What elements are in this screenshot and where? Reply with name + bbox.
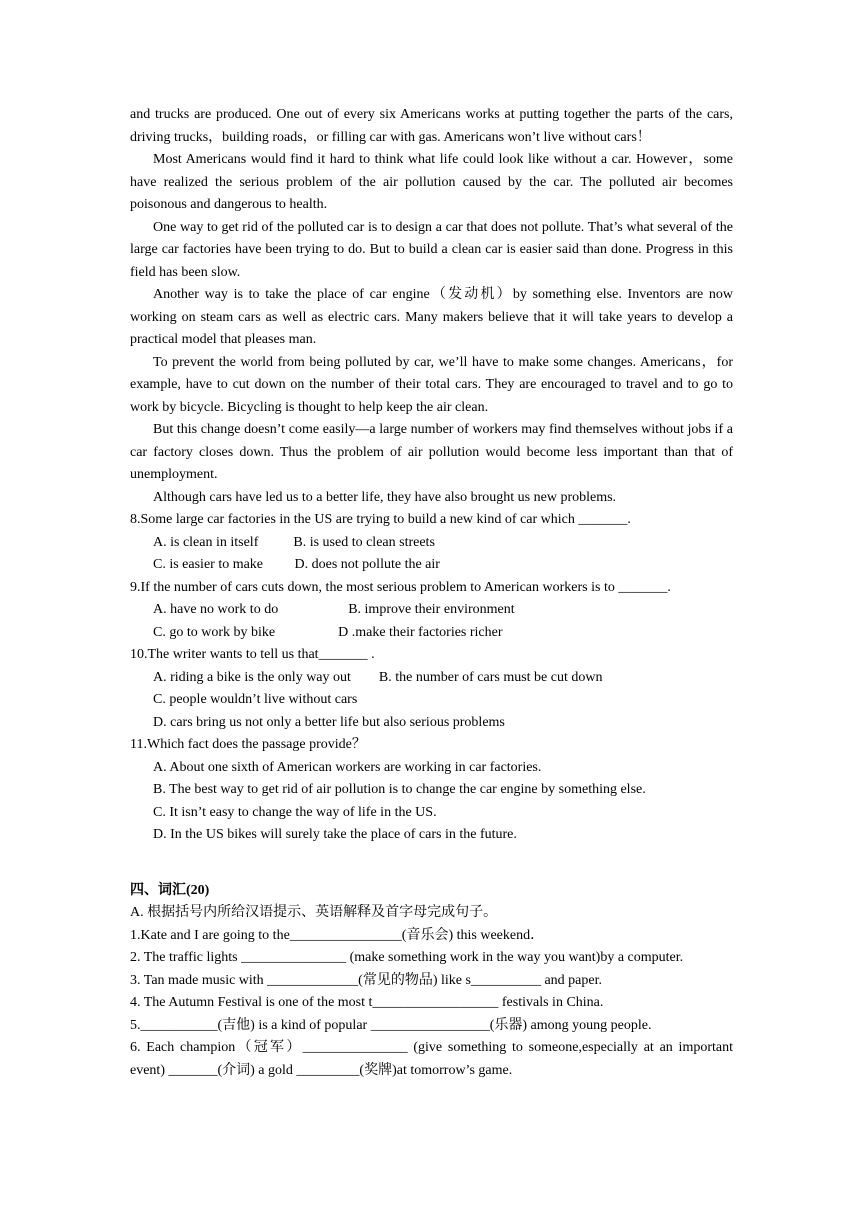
passage-paragraph: But this change doesn’t come easily—a large number of workers may find themselves without jobs if a car factory closes down. Thus the problem of air pollution would become less important than that of unemployment.	[130, 422, 733, 482]
question-stem: 9.If the number of cars cuts down, the most serious problem to American workers is to _______.	[130, 579, 671, 595]
passage-paragraph: Although cars have led us to a better life, they have also brought us new problems.	[153, 489, 617, 505]
question-stem: 8.Some large car factories in the US are trying to build a new kind of car which _______.	[130, 512, 631, 527]
question-options: A. is clean in itself B. is used to clean streets	[153, 534, 435, 550]
question-options: C. go to work by bike D .make their factories richer	[153, 624, 503, 640]
passage-paragraph: and trucks are produced. One out of every six Americans works at putting together the parts of the cars, driving trucks，building roads，or filling car with gas. Americans won’t live without cars！	[130, 107, 733, 145]
vocabulary-section	[130, 880, 733, 1083]
question-options: D. In the US bikes will surely take the place of cars in the future.	[153, 827, 517, 842]
vocab-item: 3. Tan made music with _____________(常见的物品) like s__________ and paper.	[130, 972, 602, 988]
vocab-item: 6. Each champion（冠军）_______________ (give something to someone,especially at an important event) _______(介词) a gold _________(奖牌)at tomorrow’s game.	[130, 1040, 733, 1078]
question-options: C. It isn’t easy to change the way of life in the US.	[153, 804, 437, 820]
vocab-item: 4. The Autumn Festival is one of the most t__________________ festivals in China.	[130, 995, 604, 1010]
section-spacer	[130, 847, 733, 880]
passage-paragraph: Another way is to take the place of car engine（发动机）by something else. Inventors are now working on steam cars as well as electric cars. Many makers believe that it will take years to develop a practical model that pleases man.	[130, 287, 733, 347]
question-options: A. have no work to do B. improve their environment	[153, 602, 515, 617]
question-11	[130, 734, 733, 847]
question-options: A. About one sixth of American workers are working in car factories.	[153, 759, 542, 775]
section-title: 四、词汇(20)	[130, 882, 210, 898]
question-options: C. is easier to make D. does not pollute the air	[153, 557, 440, 572]
question-10	[130, 644, 733, 734]
reading-passage	[130, 104, 733, 509]
question-8	[130, 509, 733, 577]
question-9	[130, 577, 733, 645]
vocab-item: 2. The traffic lights _______________ (make something work in the way you want)by a computer.	[130, 950, 684, 965]
question-options: D. cars bring us not only a better life but also serious problems	[153, 714, 505, 730]
question-options: A. riding a bike is the only way out B. the number of cars must be cut down	[153, 669, 603, 685]
vocab-item: 1.Kate and I are going to the________________(音乐会) this weekend．	[130, 927, 545, 943]
question-options: B. The best way to get rid of air pollution is to change the car engine by something else.	[153, 782, 646, 797]
passage-paragraph: Most Americans would find it hard to think what life could look like without a car. However，some have realized the serious problem of the air pollution caused by the car. The polluted air becomes poisonous and dangerous to health.	[130, 152, 733, 212]
question-stem: 11.Which fact does the passage provide？	[130, 737, 366, 752]
passage-paragraph: One way to get rid of the polluted car is to design a car that does not pollute. That’s what several of the large car factories have been trying to do. But to build a clean car is easier said than done. Progress in this field has been slow.	[130, 219, 733, 280]
question-options: C. people wouldn’t live without cars	[153, 692, 358, 707]
passage-paragraph: To prevent the world from being polluted by car, we’ll have to make some changes. Americans，for example, have to cut down on the number of their total cars. They are encouraged to travel and to go to work by bicycle. Bicycling is thought to help keep the air clean.	[130, 354, 733, 415]
vocab-item: 5.___________(吉他) is a kind of popular _________________(乐器) among young people.	[130, 1017, 652, 1033]
question-stem: 10.The writer wants to tell us that_______ .	[130, 647, 375, 662]
worksheet-page	[130, 104, 733, 1082]
section-instruction: A. 根据括号内所给汉语提示、英语解释及首字母完成句子。	[130, 905, 498, 920]
